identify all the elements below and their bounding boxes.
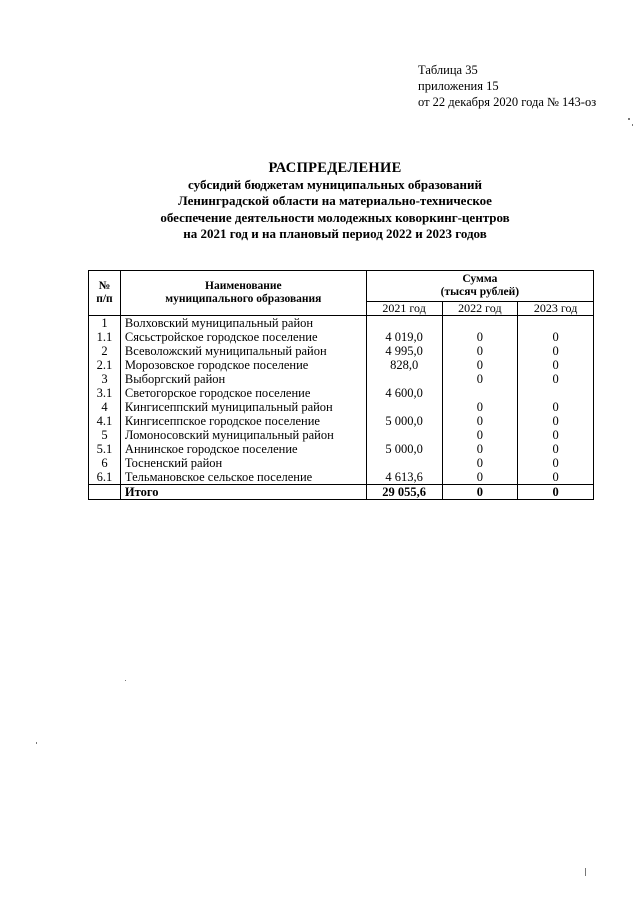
row-name: Тельмановское сельское поселение xyxy=(120,470,366,485)
table-row xyxy=(89,316,594,331)
header-name-line1: Наименование xyxy=(205,280,282,292)
row-value-2023: 0 xyxy=(518,428,594,442)
row-number: 1.1 xyxy=(89,330,121,344)
table-row xyxy=(89,344,594,358)
row-number: 1 xyxy=(89,316,121,331)
reference-appendix: приложения 15 xyxy=(418,79,499,93)
row-name: Кингисеппский муниципальный район xyxy=(120,400,366,414)
row-number: 6 xyxy=(89,456,121,470)
table-row xyxy=(89,442,594,456)
total-2023: 0 xyxy=(518,485,594,500)
row-value-2022: 0 xyxy=(442,330,518,344)
row-value-2021: 4 019,0 xyxy=(366,330,442,344)
table-row xyxy=(89,330,594,344)
row-name: Светогорское городское поселение xyxy=(120,386,366,400)
row-value-2023: 0 xyxy=(518,442,594,456)
row-value-2022 xyxy=(442,316,518,331)
row-value-2023: 0 xyxy=(518,414,594,428)
table-row xyxy=(89,456,594,470)
row-name: Морозовское городское поселение xyxy=(120,358,366,372)
table-row xyxy=(89,400,594,414)
row-name: Сясьстройское городское поселение xyxy=(120,330,366,344)
total-number-cell xyxy=(89,485,121,500)
table-row xyxy=(89,470,594,485)
row-value-2022: 0 xyxy=(442,358,518,372)
subsidy-table xyxy=(88,270,594,500)
row-number: 4 xyxy=(89,400,121,414)
row-value-2022: 0 xyxy=(442,344,518,358)
scan-speck xyxy=(632,124,633,126)
row-name: Тосненский район xyxy=(120,456,366,470)
table-body xyxy=(89,316,594,485)
row-value-2022: 0 xyxy=(442,456,518,470)
row-value-2021 xyxy=(366,456,442,470)
row-number: 5.1 xyxy=(89,442,121,456)
header-name-line2: муниципального образования xyxy=(165,293,322,305)
scan-speck xyxy=(125,680,126,681)
row-number: 6.1 xyxy=(89,470,121,485)
row-number: 2 xyxy=(89,344,121,358)
row-name: Ломоносовский муниципальный район xyxy=(120,428,366,442)
total-2022: 0 xyxy=(442,485,518,500)
row-value-2023 xyxy=(518,386,594,400)
row-value-2022: 0 xyxy=(442,428,518,442)
title-heading: РАСПРЕДЕЛЕНИЕ xyxy=(268,160,402,176)
title-line-3: обеспечение деятельности молодежных коворкинг-центров xyxy=(160,209,510,225)
row-value-2023: 0 xyxy=(518,344,594,358)
scan-speck xyxy=(628,118,630,120)
header-year-2021: 2021 год xyxy=(366,302,442,316)
row-value-2021: 5 000,0 xyxy=(366,442,442,456)
reference-law: от 22 декабря 2020 года № 143-оз xyxy=(418,95,597,109)
row-number: 2.1 xyxy=(89,358,121,372)
header-sum xyxy=(366,271,593,302)
title-line-2: Ленинградской области на материально-техническое xyxy=(178,193,492,208)
header-sum-line1: Сумма xyxy=(462,273,498,285)
row-name: Кингисеппское городское поселение xyxy=(120,414,366,428)
row-number: 3 xyxy=(89,372,121,386)
row-value-2021: 4 600,0 xyxy=(366,386,442,400)
header-number-line2: п/п xyxy=(96,293,113,305)
header-year-2023: 2023 год xyxy=(518,302,594,316)
row-number: 3.1 xyxy=(89,386,121,400)
total-row xyxy=(89,485,594,500)
table-row xyxy=(89,372,594,386)
table-row xyxy=(89,414,594,428)
row-value-2021 xyxy=(366,428,442,442)
row-value-2022: 0 xyxy=(442,400,518,414)
row-value-2021 xyxy=(366,316,442,331)
row-value-2022: 0 xyxy=(442,414,518,428)
row-value-2021 xyxy=(366,400,442,414)
row-value-2023: 0 xyxy=(518,470,594,485)
document-reference xyxy=(418,62,596,110)
row-value-2023: 0 xyxy=(518,330,594,344)
row-number: 4.1 xyxy=(89,414,121,428)
header-name xyxy=(120,271,366,316)
reference-table-number: Таблица 35 xyxy=(418,63,478,77)
row-name: Аннинское городское поселение xyxy=(120,442,366,456)
row-value-2021: 4 995,0 xyxy=(366,344,442,358)
table-row xyxy=(89,386,594,400)
row-value-2022: 0 xyxy=(442,372,518,386)
header-number xyxy=(89,271,121,316)
row-name: Выборгский район xyxy=(120,372,366,386)
scan-speck xyxy=(36,742,37,744)
header-number-line1: № xyxy=(98,280,111,292)
table-row xyxy=(89,428,594,442)
header-sum-line2: (тысяч рублей) xyxy=(440,286,520,298)
row-value-2023 xyxy=(518,316,594,331)
row-name: Волховский муниципальный район xyxy=(120,316,366,331)
scan-speck xyxy=(585,868,586,876)
header-year-2022: 2022 год xyxy=(442,302,518,316)
row-value-2022 xyxy=(442,386,518,400)
row-value-2021: 5 000,0 xyxy=(366,414,442,428)
title-line-1: субсидий бюджетам муниципальных образований xyxy=(188,176,482,192)
row-value-2023: 0 xyxy=(518,372,594,386)
table-row xyxy=(89,358,594,372)
row-value-2022: 0 xyxy=(442,442,518,456)
row-name: Всеволожский муниципальный район xyxy=(120,344,366,358)
title-line-4: на 2021 год и на плановый период 2022 и 2023 годов xyxy=(183,226,487,241)
row-value-2021: 828,0 xyxy=(366,358,442,372)
total-label: Итого xyxy=(120,485,366,500)
row-number: 5 xyxy=(89,428,121,442)
document-title xyxy=(0,160,640,243)
row-value-2023: 0 xyxy=(518,456,594,470)
row-value-2022: 0 xyxy=(442,470,518,485)
row-value-2023: 0 xyxy=(518,358,594,372)
row-value-2021 xyxy=(366,372,442,386)
row-value-2023: 0 xyxy=(518,400,594,414)
total-2021: 29 055,6 xyxy=(366,485,442,500)
row-value-2021: 4 613,6 xyxy=(366,470,442,485)
